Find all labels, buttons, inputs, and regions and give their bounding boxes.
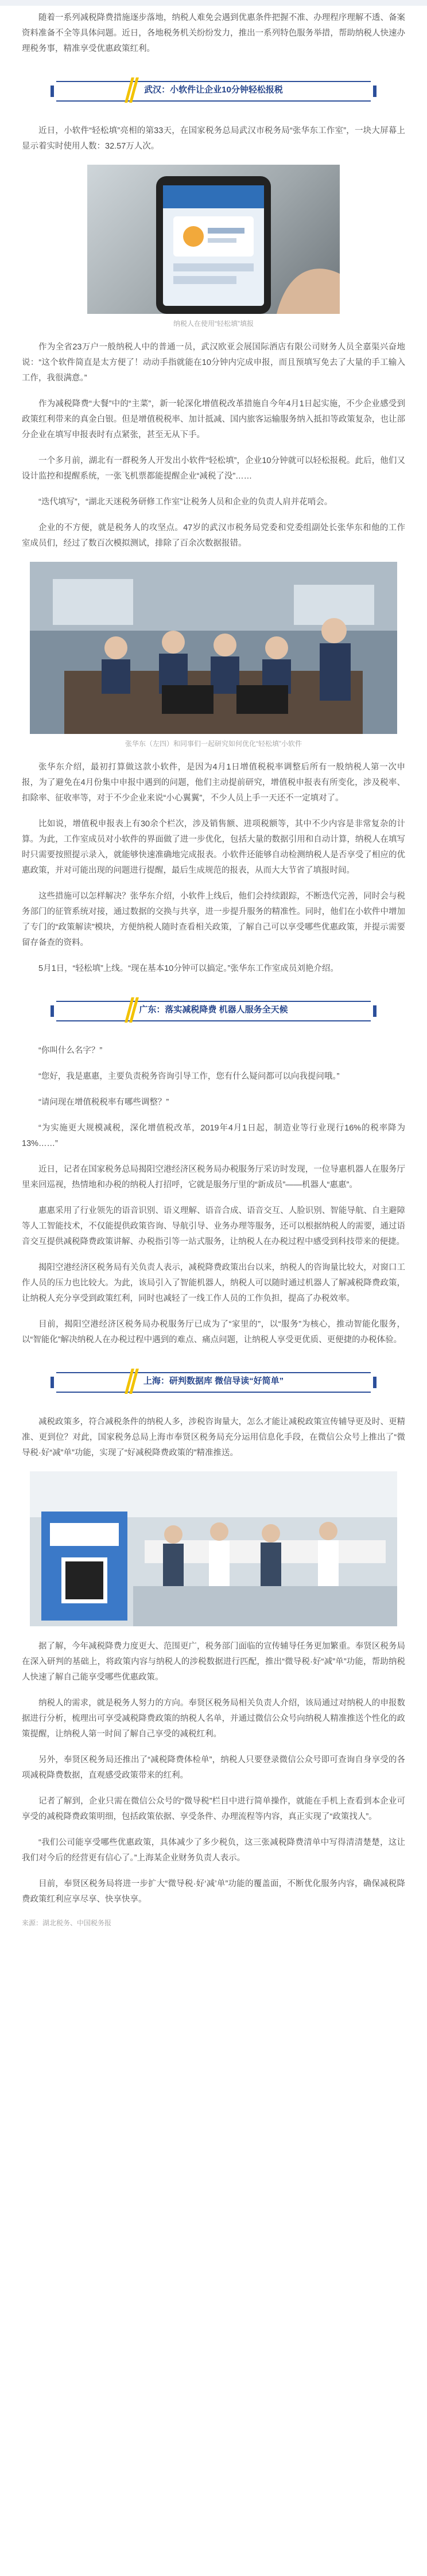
paragraph: “我们公司能享受哪些优惠政策，具体减少了多少税负，这三张减税降费清单中写得清清楚楚，这让我们对今后的经营更有信心了。”上海某企业财务负责人表示。 <box>22 1838 405 1863</box>
paragraph: 近日，记者在国家税务总局揭阳空港经济区税务局办税服务厅采访时发现，一位导惠机器人在服务厅里来回巡视，热情地和办税的纳税人打招呼，它就是服务厅里的“新成员”——机器人“惠惠”。 <box>22 1165 405 1190</box>
photo-service-hall <box>30 1471 397 1626</box>
paragraph: “为实施更大规模减税，深化增值税改革，2019年4月1日起，制造业等行业现行16%的税率降为13%……” <box>22 1124 405 1148</box>
paragraph: “您好，我是惠惠，主要负责税务咨询引导工作，您有什么疑问都可以向我提问哦。” <box>38 1072 340 1081</box>
paragraph: 目前，揭阳空港经济区税务局办税服务厅已成为了“家里的”，以“服务”为核心，推动智能化服务，以“智能化”解决纳税人在办税过程中遇到的难点、痛点问题，让纳税人享受更优质、更便捷的办税体验。 <box>22 1320 405 1345</box>
paragraph: 另外，奉贤区税务局还推出了“减税降费体检单”，纳税人只要登录微信公众号即可查询自身享受的各项减税降费数据，直观感受政策带来的红利。 <box>22 1755 405 1780</box>
section-title: 武汉：小软件让企业10分钟轻松报税 <box>144 85 283 95</box>
section-banner-guangdong <box>22 992 405 1028</box>
section-banner-shanghai <box>22 1363 405 1400</box>
photo-caption: 纳税人在使用“轻松填”填报 <box>173 320 254 328</box>
intro-paragraph: 随着一系列减税降费措施逐步落地，纳税人难免会遇到优惠条件把握不准、办理程序理解不透、备案资料准备不全等具体问题。近日，各地税务机关纷纷发力，推出一系列特色服务举措，帮助纳税人快速办理税务事，精准享受优惠政策红利。 <box>22 13 405 53</box>
photo-caption: 张华东（左四）和同事们一起研究如何优化“轻松填”小软件 <box>125 740 302 748</box>
paragraph: 这些措施可以怎样解决？张华东介绍，小软件上线后，他们会持续跟踪，不断迭代完善，同时会与税务部门的征管系统对接，通过数据的交换与共享，进一步提升服务的精准性。同时，他们在小软件中增加了专门的“政策解读”模块，方便纳税人随时查看相关政策，了解自己可以享受哪些优惠政策，并提示需要留存备查的资料。 <box>22 892 405 947</box>
photo-phone <box>87 165 340 314</box>
paragraph: 揭阳空港经济区税务局有关负责人表示，减税降费政策出台以来，纳税人的咨询量比较大，对窗口工作人员的压力也比较大。为此，该局引入了智能机器人，纳税人可以随时通过机器人了解减税降费政策，让纳税人充分享受到政策红利，同时也减轻了一线工作人员的工作负担，提高了办税效率。 <box>22 1263 405 1303</box>
paragraph: 5月1日，“轻松填”上线。“现在基本10分钟可以搞定。”张华东工作室成员刘艳介绍。 <box>38 964 339 973</box>
top-strip <box>0 0 427 6</box>
paragraph: 一个多月前，湖北有一群税务人开发出小软件“轻松填”，企业10分钟就可以轻松报税。此后，他们又设计监控和提醒系统，一张飞机票都能提醒企业“减税了没”…… <box>22 456 405 481</box>
paragraph: 记者了解到，企业只需在微信公众号的“微导税”栏目中进行简单操作，就能在手机上查看到本企业可享受的减税降费政策明细，包括政策依据、享受条件、办理流程等内容，真正实现了“政策找人”。 <box>22 1797 405 1821</box>
paragraph: 作为减税降费“大餐”中的“主菜”，新一轮深化增值税改革措施自今年4月1日起实施，不少企业感受到政策红利带来的真金白银。但是增值税税率、加计抵减、国内旅客运输服务纳入抵扣等政策复杂，也让部分企业在填写申报表时有点紧张，甚至无从下手。 <box>22 399 405 440</box>
section-title: 广东：落实减税降费 机器人服务全天候 <box>139 1005 288 1015</box>
paragraph: 作为全省23万户一般纳税人中的普通一员，武汉欧亚会展国际酒店有限公司财务人员全嘉渠兴奋地说：“这个软件简直是太方便了！动动手指就能在10分钟内完成申报，而且预填写免去了大量的手工输入工作，我很满意。” <box>22 343 405 383</box>
paragraph: 目前，奉贤区税务局将进一步扩大“微导税·好‘减’单”功能的覆盖面，不断优化服务内容，确保减税降费政策红利应享尽享、快享快享。 <box>22 1879 405 1904</box>
section-title: 上海：研判数据库 微信导读“好简单” <box>143 1376 284 1386</box>
paragraph: 张华东介绍，最初打算做这款小软件，是因为4月1日增值税税率调整后所有一般纳税人第一次申报，为了避免在4月份集中申报中遇到的问题，他们主动提前研究，增值税申报表有所变化，涉及税率、扣除率、征收率等，对于不少企业来说“小心翼翼”，不少人员上手一天还不一定填对了。 <box>22 763 405 803</box>
article-source: 来源：湖北税务、中国税务报 <box>22 1919 112 1927</box>
photo-office <box>30 562 397 734</box>
paragraph: 据了解，今年减税降费力度更大、范围更广，税务部门面临的宣传辅导任务更加繁重。奉贤区税务局在深入研判的基础上，将政策内容与纳税人的涉税数据进行匹配，推出“微导税·好“减”单”功能，帮助纳税人快速了解自己能享受哪些优惠政策。 <box>22 1642 405 1682</box>
paragraph: 企业的不方便，就是税务人的攻坚点。47岁的武汉市税务局党委和党委组副处长张华东和他的工作室成员们，经过了数百次模拟测试，排除了百余次数据报错。 <box>22 523 405 548</box>
paragraph: 近日，小软件“轻松填”亮相的第33天，在国家税务总局武汉市税务局“张华东工作室”，一块大屏幕上显示着实时使用人数：32.57万人次。 <box>22 126 405 151</box>
paragraph: 比如说，增值税申报表上有30余个栏次，涉及销售额、进项税额等，其中不少内容是非常复杂的计算。为此，工作室成员对小软件的界面做了进一步优化，包括大量的数据引用和自动计算，纳税人在填写时只需要按照提示录入，就能够快速准确地完成报表。小软件还能够自动检测纳税人是否享受了相应的优惠政策，并对可能出现的问题进行提醒，最后生成规范的报表，从而大大节省了填报时间。 <box>22 819 405 875</box>
paragraph: “请问现在增值税税率有哪些调整？” <box>38 1098 169 1107</box>
paragraph: 惠惠采用了行业领先的语音识别、语义理解、语音合成、语音交互、人脸识别、智能导航、自主避障等人工智能技术，不仅能提供政策咨询、导航引导、业务办理等服务，还可以根据纳税人的需要，通过语音交互提供减税降费政策讲解、办税指引等一站式服务，让纳税人在办税过程中感受到科技带来的便捷。 <box>22 1206 405 1246</box>
paragraph: “迭代填写”，“湖北天迷税务研修工作室”让税务人员和企业的负责人肩并花哨会。 <box>38 498 333 507</box>
section-banner-wuhan <box>22 72 405 108</box>
paragraph: “你叫什么名字？” <box>38 1046 103 1055</box>
paragraph: 减税政策多，符合减税条件的纳税人多，涉税咨询量大，怎么才能让减税政策宣传辅导更及时、更精准、更到位？对此，国家税务总局上海市奉贤区税务局充分运用信息化手段，在微信公众号上推出了“微导税·好“减”单”功能，实现了“好减税降费政策的”精准推送。 <box>22 1417 405 1458</box>
paragraph: 纳税人的需求，就是税务人努力的方向。奉贤区税务局相关负责人介绍，该局通过对纳税人的申报数据进行分析，梳理出可享受减税降费政策的纳税人名单，并通过微信公众号向纳税人精准推送个性化的政策提醒，让纳税人第一时间了解自己享受的减税红利。 <box>22 1699 405 1739</box>
